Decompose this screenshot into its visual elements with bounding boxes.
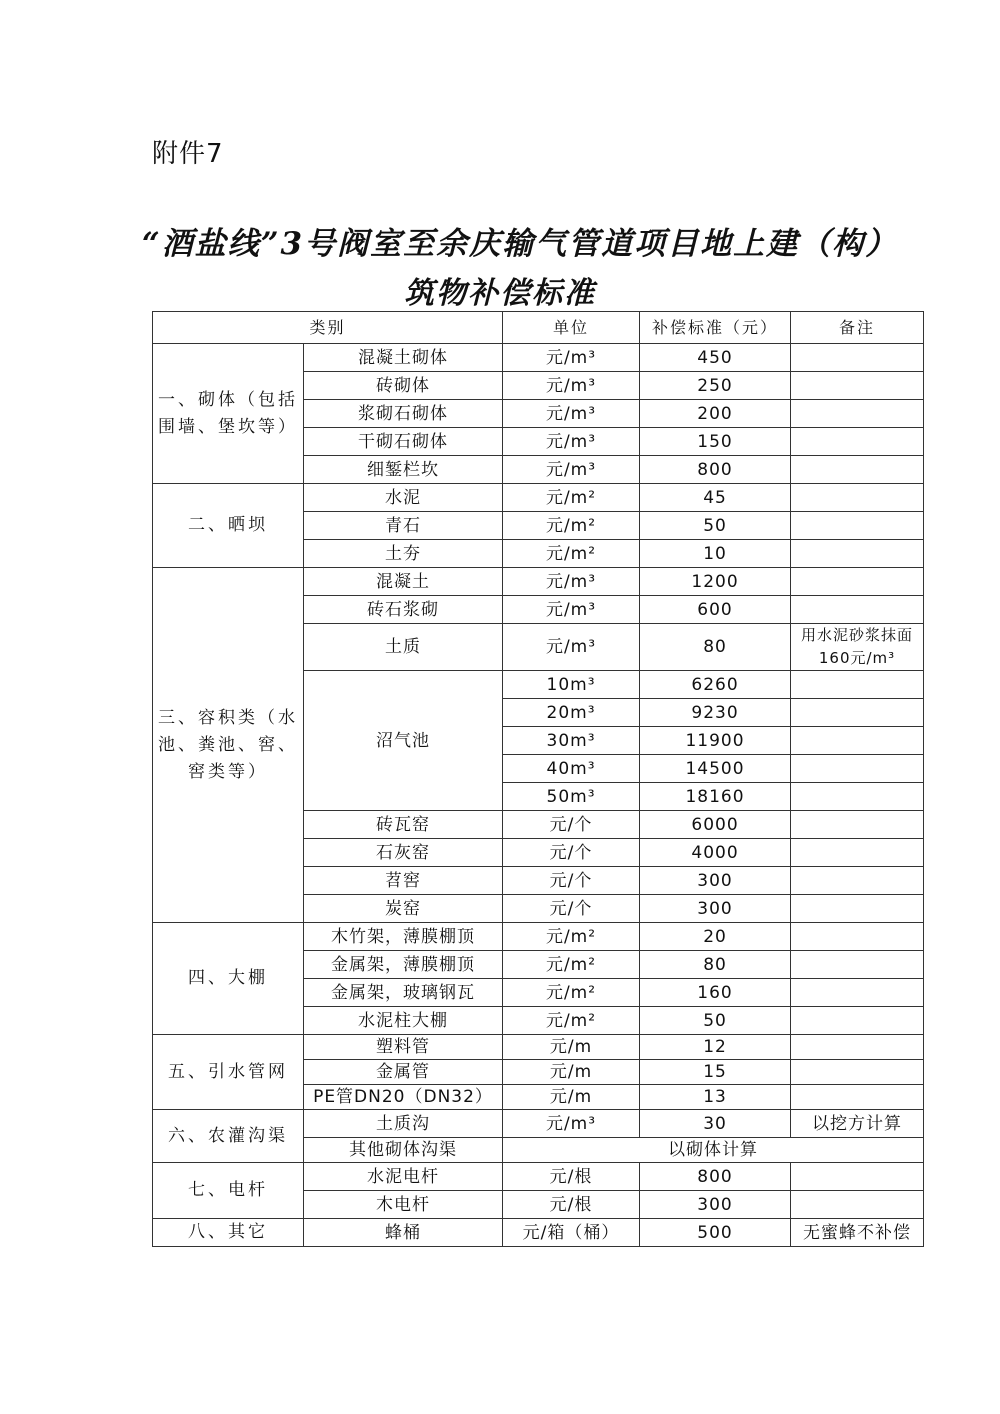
unit-cell: 元/m³ bbox=[503, 372, 640, 400]
header-remark: 备注 bbox=[791, 312, 924, 344]
value-cell: 450 bbox=[640, 344, 791, 372]
value-cell: 300 bbox=[640, 867, 791, 895]
remark-cell bbox=[791, 1085, 924, 1110]
value-cell: 1200 bbox=[640, 568, 791, 596]
item-cell: 砖瓦窑 bbox=[304, 811, 503, 839]
item-cell: 木电杆 bbox=[304, 1191, 503, 1219]
remark-cell bbox=[791, 344, 924, 372]
category-cell: 七、电杆 bbox=[153, 1163, 304, 1219]
item-cell: 土夯 bbox=[304, 540, 503, 568]
remark-cell bbox=[791, 1191, 924, 1219]
header-standard: 补偿标准（元） bbox=[640, 312, 791, 344]
unit-cell: 元/m³ bbox=[503, 456, 640, 484]
item-cell: 蜂桶 bbox=[304, 1219, 503, 1247]
value-cell: 200 bbox=[640, 400, 791, 428]
value-cell: 300 bbox=[640, 1191, 791, 1219]
remark-cell bbox=[791, 372, 924, 400]
value-cell: 45 bbox=[640, 484, 791, 512]
merged-note-cell: 以砌体计算 bbox=[503, 1138, 924, 1163]
value-cell: 6260 bbox=[640, 671, 791, 699]
value-cell: 9230 bbox=[640, 699, 791, 727]
item-cell: 浆砌石砌体 bbox=[304, 400, 503, 428]
item-cell: 土质沟 bbox=[304, 1110, 503, 1138]
remark-cell bbox=[791, 1035, 924, 1060]
item-cell: 干砌石砌体 bbox=[304, 428, 503, 456]
compensation-table bbox=[152, 311, 924, 1247]
unit-cell: 元/m³ bbox=[503, 596, 640, 624]
remark-cell bbox=[791, 867, 924, 895]
unit-cell: 10m³ bbox=[503, 671, 640, 699]
category-cell: 五、引水管网 bbox=[153, 1035, 304, 1110]
item-cell: 水泥电杆 bbox=[304, 1163, 503, 1191]
remark-cell bbox=[791, 484, 924, 512]
unit-cell: 元/m³ bbox=[503, 1110, 640, 1138]
item-cell: 金属架，玻璃钢瓦 bbox=[304, 979, 503, 1007]
value-cell: 600 bbox=[640, 596, 791, 624]
unit-cell: 元/m bbox=[503, 1085, 640, 1110]
unit-cell: 元/m² bbox=[503, 512, 640, 540]
document-title-line-2: 筑物补偿标准 bbox=[404, 276, 596, 311]
value-cell: 50 bbox=[640, 512, 791, 540]
unit-cell: 元/m³ bbox=[503, 344, 640, 372]
unit-cell: 元/根 bbox=[503, 1163, 640, 1191]
remark-cell bbox=[791, 671, 924, 699]
unit-cell: 50m³ bbox=[503, 783, 640, 811]
value-cell: 11900 bbox=[640, 727, 791, 755]
remark-cell bbox=[791, 1060, 924, 1085]
remark-cell: 无蜜蜂不补偿 bbox=[791, 1219, 924, 1247]
value-cell: 30 bbox=[640, 1110, 791, 1138]
value-cell: 4000 bbox=[640, 839, 791, 867]
remark-cell bbox=[791, 456, 924, 484]
unit-cell: 元/m² bbox=[503, 540, 640, 568]
annex-label: 附件7 bbox=[152, 139, 224, 169]
table-row bbox=[153, 1163, 924, 1191]
header-unit: 单位 bbox=[503, 312, 640, 344]
value-cell: 800 bbox=[640, 456, 791, 484]
value-cell: 80 bbox=[640, 624, 791, 671]
remark-cell bbox=[791, 755, 924, 783]
value-cell: 6000 bbox=[640, 811, 791, 839]
item-cell: 金属管 bbox=[304, 1060, 503, 1085]
remark-cell bbox=[791, 979, 924, 1007]
unit-cell: 元/根 bbox=[503, 1191, 640, 1219]
item-cell: 其他砌体沟渠 bbox=[304, 1138, 503, 1163]
unit-cell: 元/m² bbox=[503, 1007, 640, 1035]
item-cell: 苕窖 bbox=[304, 867, 503, 895]
remark-cell bbox=[791, 400, 924, 428]
value-cell: 160 bbox=[640, 979, 791, 1007]
table-row bbox=[153, 568, 924, 596]
item-cell: 石灰窑 bbox=[304, 839, 503, 867]
remark-cell bbox=[791, 951, 924, 979]
table-row bbox=[153, 1110, 924, 1138]
unit-cell: 元/m² bbox=[503, 923, 640, 951]
value-cell: 14500 bbox=[640, 755, 791, 783]
item-cell: 混凝土 bbox=[304, 568, 503, 596]
value-cell: 150 bbox=[640, 428, 791, 456]
value-cell: 15 bbox=[640, 1060, 791, 1085]
category-cell: 六、农灌沟渠 bbox=[153, 1110, 304, 1163]
remark-cell bbox=[791, 699, 924, 727]
table-row bbox=[153, 484, 924, 512]
remark-cell bbox=[791, 428, 924, 456]
unit-cell: 元/个 bbox=[503, 867, 640, 895]
unit-cell: 元/个 bbox=[503, 895, 640, 923]
table-row bbox=[153, 923, 924, 951]
value-cell: 20 bbox=[640, 923, 791, 951]
category-cell: 三、容积类（水池、粪池、窖、窖类等） bbox=[153, 568, 304, 923]
value-cell: 18160 bbox=[640, 783, 791, 811]
value-cell: 13 bbox=[640, 1085, 791, 1110]
remark-cell bbox=[791, 1007, 924, 1035]
item-cell: 混凝土砌体 bbox=[304, 344, 503, 372]
table-row bbox=[153, 1035, 924, 1060]
table-row bbox=[153, 1219, 924, 1247]
unit-cell: 元/m² bbox=[503, 979, 640, 1007]
remark-cell bbox=[791, 512, 924, 540]
value-cell: 12 bbox=[640, 1035, 791, 1060]
unit-cell: 30m³ bbox=[503, 727, 640, 755]
item-cell: 金属架，薄膜棚顶 bbox=[304, 951, 503, 979]
value-cell: 800 bbox=[640, 1163, 791, 1191]
unit-cell: 20m³ bbox=[503, 699, 640, 727]
unit-cell: 元/箱（桶） bbox=[503, 1219, 640, 1247]
value-cell: 300 bbox=[640, 895, 791, 923]
table-row bbox=[153, 344, 924, 372]
item-cell: 塑料管 bbox=[304, 1035, 503, 1060]
category-cell: 八、其它 bbox=[153, 1219, 304, 1247]
unit-cell: 元/m³ bbox=[503, 400, 640, 428]
category-cell: 二、晒坝 bbox=[153, 484, 304, 568]
item-cell: PE管DN20（DN32） bbox=[304, 1085, 503, 1110]
remark-cell bbox=[791, 1163, 924, 1191]
header-category: 类别 bbox=[153, 312, 503, 344]
remark-cell: 用水泥砂浆抹面160元/m³ bbox=[791, 624, 924, 671]
unit-cell: 元/m³ bbox=[503, 428, 640, 456]
unit-cell: 40m³ bbox=[503, 755, 640, 783]
remark-cell bbox=[791, 839, 924, 867]
remark-cell bbox=[791, 727, 924, 755]
remark-cell bbox=[791, 811, 924, 839]
table-header-row bbox=[153, 312, 924, 344]
remark-cell bbox=[791, 596, 924, 624]
item-cell: 水泥柱大棚 bbox=[304, 1007, 503, 1035]
remark-cell bbox=[791, 568, 924, 596]
value-cell: 250 bbox=[640, 372, 791, 400]
item-cell: 砖石浆砌 bbox=[304, 596, 503, 624]
unit-cell: 元/m bbox=[503, 1035, 640, 1060]
item-cell: 青石 bbox=[304, 512, 503, 540]
item-cell: 炭窑 bbox=[304, 895, 503, 923]
value-cell: 80 bbox=[640, 951, 791, 979]
remark-cell bbox=[791, 895, 924, 923]
unit-cell: 元/m² bbox=[503, 951, 640, 979]
unit-cell: 元/m² bbox=[503, 484, 640, 512]
unit-cell: 元/m³ bbox=[503, 568, 640, 596]
item-cell: 砖砌体 bbox=[304, 372, 503, 400]
value-cell: 50 bbox=[640, 1007, 791, 1035]
value-cell: 500 bbox=[640, 1219, 791, 1247]
item-cell: 水泥 bbox=[304, 484, 503, 512]
category-cell: 四、大棚 bbox=[153, 923, 304, 1035]
item-cell: 土质 bbox=[304, 624, 503, 671]
remark-cell bbox=[791, 783, 924, 811]
category-cell: 一、砌体（包括围墙、堡坎等） bbox=[153, 344, 304, 484]
value-cell: 10 bbox=[640, 540, 791, 568]
item-cell: 木竹架，薄膜棚顶 bbox=[304, 923, 503, 951]
unit-cell: 元/个 bbox=[503, 839, 640, 867]
unit-cell: 元/m³ bbox=[503, 624, 640, 671]
document-title-line-1: “酒盐线”3号阀室至余庆输气管道项目地上建（构） bbox=[141, 226, 899, 262]
remark-cell bbox=[791, 923, 924, 951]
unit-cell: 元/m bbox=[503, 1060, 640, 1085]
remark-cell bbox=[791, 540, 924, 568]
item-cell: 沼气池 bbox=[304, 671, 503, 811]
remark-cell: 以挖方计算 bbox=[791, 1110, 924, 1138]
item-cell: 细錾栏坎 bbox=[304, 456, 503, 484]
unit-cell: 元/个 bbox=[503, 811, 640, 839]
